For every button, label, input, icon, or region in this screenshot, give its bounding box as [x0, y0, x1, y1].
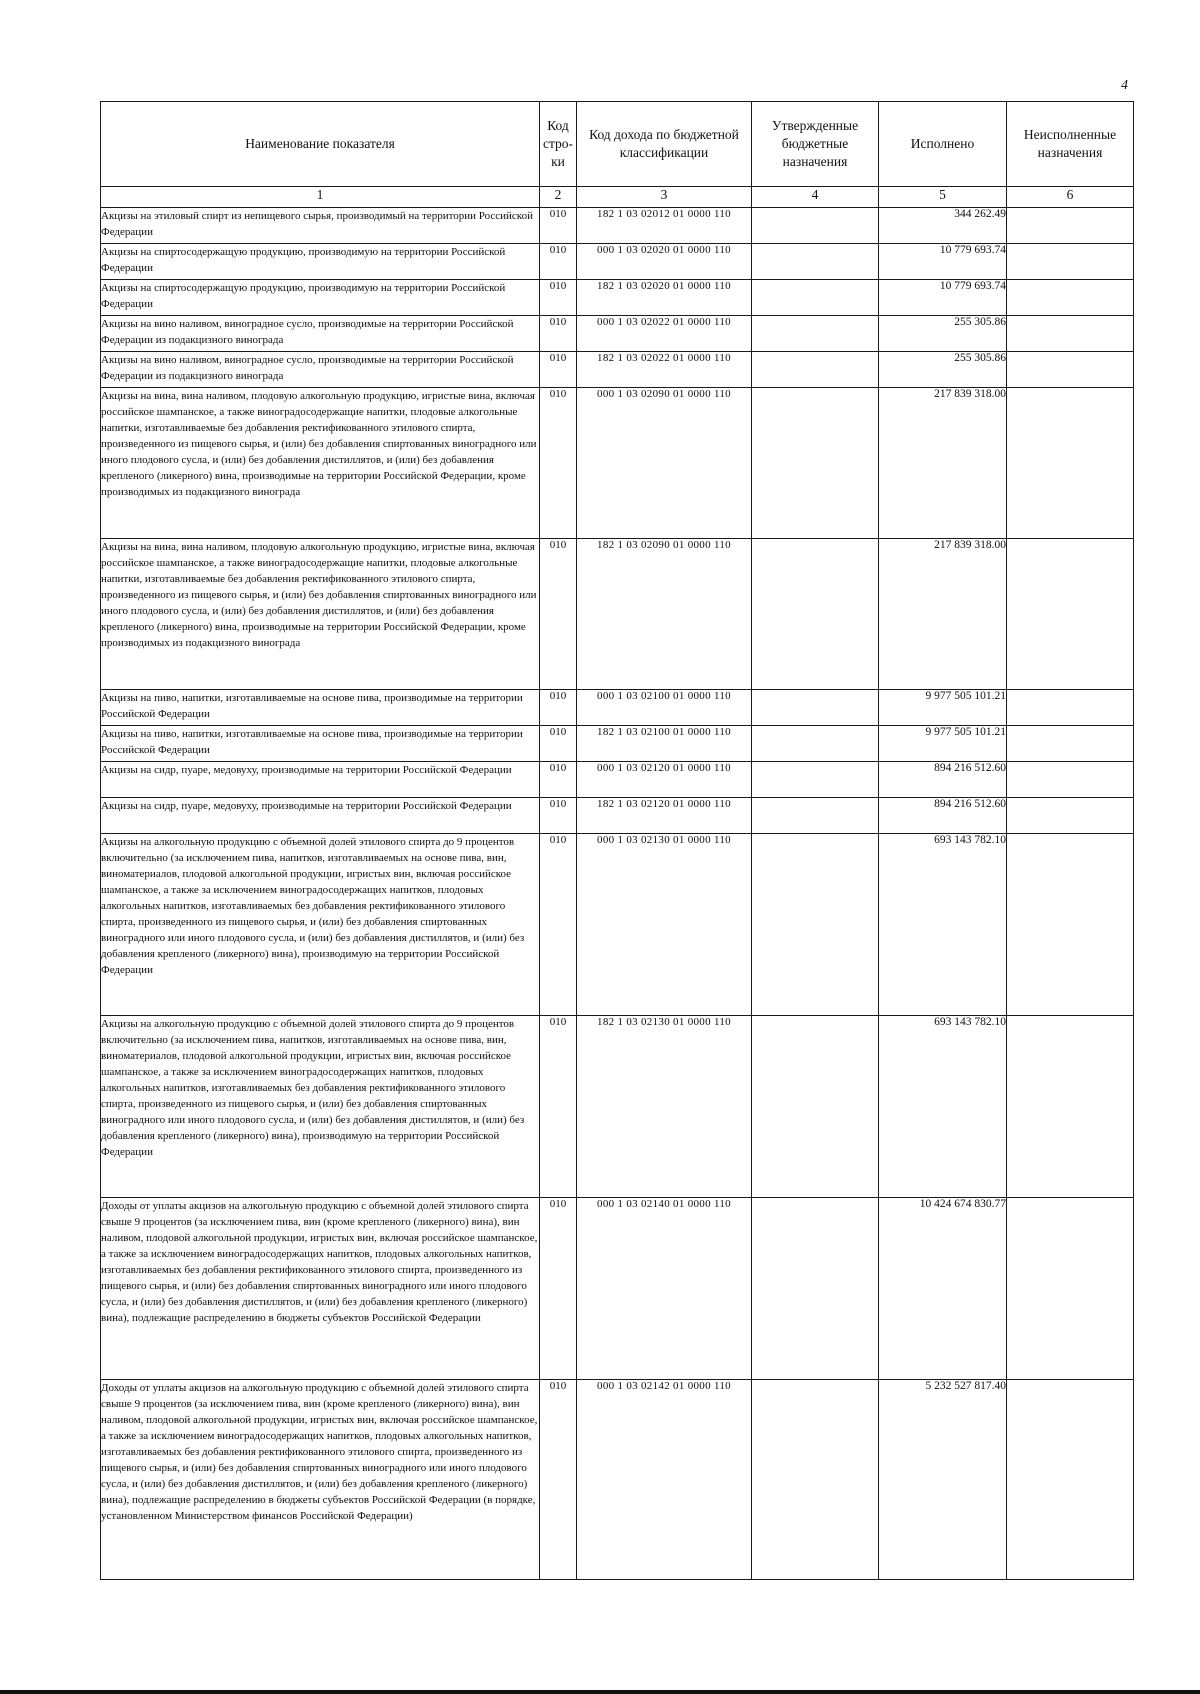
row-code: 010 [540, 798, 577, 834]
row-unexecuted [1007, 316, 1134, 352]
row-code: 010 [540, 726, 577, 762]
row-approved [752, 834, 879, 1016]
row-unexecuted [1007, 834, 1134, 1016]
row-executed: 255 305.86 [879, 352, 1007, 388]
table-row [101, 539, 1134, 690]
row-approved [752, 539, 879, 690]
row-executed: 9 977 505 101.21 [879, 726, 1007, 762]
row-unexecuted [1007, 798, 1134, 834]
row-code: 010 [540, 208, 577, 244]
row-name: Акцизы на пиво, напитки, изготавливаемые на основе пива, производимые на территории Российской Федерации [101, 726, 540, 762]
column-number: 5 [879, 187, 1007, 208]
row-name: Акцизы на вино наливом, виноградное сусло, производимые на территории Российской Федерации из подакцизного винограда [101, 316, 540, 352]
row-kbk: 000 1 03 02130 01 0000 110 [577, 834, 752, 1016]
row-kbk: 182 1 03 02012 01 0000 110 [577, 208, 752, 244]
row-code: 010 [540, 1016, 577, 1198]
row-code: 010 [540, 352, 577, 388]
row-unexecuted [1007, 539, 1134, 690]
row-kbk: 182 1 03 02020 01 0000 110 [577, 280, 752, 316]
row-executed: 217 839 318.00 [879, 388, 1007, 539]
row-kbk: 182 1 03 02090 01 0000 110 [577, 539, 752, 690]
row-approved [752, 388, 879, 539]
column-number: 2 [540, 187, 577, 208]
table-row [101, 208, 1134, 244]
row-kbk: 000 1 03 02100 01 0000 110 [577, 690, 752, 726]
table-row [101, 388, 1134, 539]
row-name: Акцизы на пиво, напитки, изготавливаемые на основе пива, производимые на территории Российской Федерации [101, 690, 540, 726]
column-number: 4 [752, 187, 879, 208]
row-name: Акцизы на вино наливом, виноградное сусло, производимые на территории Российской Федерации из подакцизного винограда [101, 352, 540, 388]
row-kbk: 000 1 03 02140 01 0000 110 [577, 1198, 752, 1380]
row-name: Акцизы на сидр, пуаре, медовуху, производимые на территории Российской Федерации [101, 798, 540, 834]
table-row [101, 244, 1134, 280]
table-row [101, 798, 1134, 834]
row-executed: 10 779 693.74 [879, 244, 1007, 280]
row-executed: 217 839 318.00 [879, 539, 1007, 690]
table-row [101, 280, 1134, 316]
row-name: Акцизы на вина, вина наливом, плодовую алкогольную продукцию, игристые вина, включая российское шампанское, а также виноградосодержащие напитки, плодовые алкогольные напитки, изготавливаемые без добавления ректификованного этилового спирта, произведенного из пищевого сырья, и (или) без добавления спиртованных виноградного или иного плодового сусла, и (или) без добавления дистиллятов, и (или) без добавления крепленого (ликерного) вина, производимые на территории Российской Федерации, кроме производимых из подакцизного винограда [101, 539, 540, 690]
row-unexecuted [1007, 1198, 1134, 1380]
header-kbk: Код дохода по бюджетной классификации [577, 102, 752, 187]
row-approved [752, 798, 879, 834]
row-executed: 10 424 674 830.77 [879, 1198, 1007, 1380]
row-code: 010 [540, 280, 577, 316]
table-row [101, 1016, 1134, 1198]
row-executed: 9 977 505 101.21 [879, 690, 1007, 726]
row-code: 010 [540, 1198, 577, 1380]
row-approved [752, 280, 879, 316]
row-kbk: 000 1 03 02142 01 0000 110 [577, 1380, 752, 1580]
report-table [100, 101, 1134, 1580]
row-approved [752, 208, 879, 244]
row-code: 010 [540, 690, 577, 726]
row-name: Доходы от уплаты акцизов на алкогольную продукцию с объемной долей этилового спирта свыше 9 процентов (за исключением пива, вин (кроме крепленого (ликерного) вина), вин наливом, плодовой алкогольной продукции, игристых вин, включая российское шампанское, а также за исключением виноградосодержащих напитков, плодовых алкогольных напитков, изготавливаемых без добавления ректификованного этилового спирта, произведенного из пищевого сырья, и (или) без добавления спиртованных виноградного или иного плодового сусла, и (или) без добавления дистиллятов, и (или) без добавления крепленого (ликерного) вина), подлежащие распределению в бюджеты субъектов Российской Федерации (в порядке, установленном Министерством финансов Российской Федерации) [101, 1380, 540, 1580]
row-unexecuted [1007, 762, 1134, 798]
row-name: Акцизы на спиртосодержащую продукцию, производимую на территории Российской Федерации [101, 244, 540, 280]
row-kbk: 182 1 03 02022 01 0000 110 [577, 352, 752, 388]
row-code: 010 [540, 762, 577, 798]
table-row [101, 762, 1134, 798]
header-unexecuted: Неисполненные назначения [1007, 102, 1134, 187]
row-kbk: 182 1 03 02130 01 0000 110 [577, 1016, 752, 1198]
row-name: Акцизы на этиловый спирт из непищевого сырья, производимый на территории Российской Федерации [101, 208, 540, 244]
row-name: Акцизы на алкогольную продукцию с объемной долей этилового спирта до 9 процентов включительно (за исключением пива, напитков, изготавливаемых на основе пива, вин, виноматериалов, плодовой алкогольной продукции, игристых вин, включая российское шампанское, а также за исключением виноградосодержащих напитков, плодовых алкогольных напитков, изготавливаемых без добавления ректификованного этилового спирта, произведенного из пищевого сырья, и (или) без добавления спиртованных виноградного или иного плодового сусла, и (или) без добавления дистиллятов, и (или) без добавления крепленого (ликерного) вина), производимую на территории Российской Федерации [101, 1016, 540, 1198]
row-unexecuted [1007, 1016, 1134, 1198]
row-approved [752, 1016, 879, 1198]
row-name: Акцизы на алкогольную продукцию с объемной долей этилового спирта до 9 процентов включительно (за исключением пива, напитков, изготавливаемых на основе пива, вин, виноматериалов, плодовой алкогольной продукции, игристых вин, включая российское шампанское, а также за исключением виноградосодержащих напитков, плодовых алкогольных напитков, изготавливаемых без добавления ректификованного этилового спирта, произведенного из пищевого сырья, и (или) без добавления спиртованных виноградного или иного плодового сусла, и (или) без добавления дистиллятов, и (или) без добавления крепленого (ликерного) вина), производимую на территории Российской Федерации [101, 834, 540, 1016]
row-approved [752, 762, 879, 798]
column-number-row [101, 187, 1134, 208]
table-row [101, 316, 1134, 352]
row-executed: 894 216 512.60 [879, 798, 1007, 834]
header-approved: Утвержденные бюджетные назначения [752, 102, 879, 187]
row-code: 010 [540, 1380, 577, 1580]
report-body [101, 208, 1134, 1580]
header-executed: Исполнено [879, 102, 1007, 187]
column-number: 6 [1007, 187, 1134, 208]
row-unexecuted [1007, 280, 1134, 316]
row-name: Акцизы на сидр, пуаре, медовуху, производимые на территории Российской Федерации [101, 762, 540, 798]
row-code: 010 [540, 316, 577, 352]
row-unexecuted [1007, 690, 1134, 726]
row-kbk: 000 1 03 02020 01 0000 110 [577, 244, 752, 280]
row-executed: 344 262.49 [879, 208, 1007, 244]
row-kbk: 000 1 03 02120 01 0000 110 [577, 762, 752, 798]
row-unexecuted [1007, 352, 1134, 388]
row-unexecuted [1007, 244, 1134, 280]
row-executed: 255 305.86 [879, 316, 1007, 352]
row-approved [752, 244, 879, 280]
row-kbk: 000 1 03 02090 01 0000 110 [577, 388, 752, 539]
table-row [101, 834, 1134, 1016]
scan-bottom-edge [0, 1690, 1200, 1694]
table-row [101, 690, 1134, 726]
row-approved [752, 1198, 879, 1380]
row-unexecuted [1007, 208, 1134, 244]
row-approved [752, 352, 879, 388]
header-name: Наименование показателя [101, 102, 540, 187]
row-executed: 693 143 782.10 [879, 1016, 1007, 1198]
row-approved [752, 1380, 879, 1580]
page-number: 4 [1121, 78, 1128, 93]
row-unexecuted [1007, 1380, 1134, 1580]
row-unexecuted [1007, 726, 1134, 762]
row-code: 010 [540, 539, 577, 690]
table-row [101, 1198, 1134, 1380]
header-code: Код стро- ки [540, 102, 577, 187]
table-header-row [101, 102, 1134, 187]
row-code: 010 [540, 834, 577, 1016]
row-approved [752, 316, 879, 352]
row-executed: 894 216 512.60 [879, 762, 1007, 798]
row-name: Акцизы на вина, вина наливом, плодовую алкогольную продукцию, игристые вина, включая российское шампанское, а также виноградосодержащие напитки, плодовые алкогольные напитки, изготавливаемые без добавления ректификованного этилового спирта, произведенного из пищевого сырья, и (или) без добавления спиртованных виноградного или иного плодового сусла, и (или) без добавления дистиллятов, и (или) без добавления крепленого (ликерного) вина, производимые на территории Российской Федерации, кроме производимых из подакцизного винограда [101, 388, 540, 539]
row-kbk: 182 1 03 02120 01 0000 110 [577, 798, 752, 834]
table-row [101, 726, 1134, 762]
row-kbk: 182 1 03 02100 01 0000 110 [577, 726, 752, 762]
row-name: Акцизы на спиртосодержащую продукцию, производимую на территории Российской Федерации [101, 280, 540, 316]
row-unexecuted [1007, 388, 1134, 539]
table-row [101, 1380, 1134, 1580]
row-name: Доходы от уплаты акцизов на алкогольную продукцию с объемной долей этилового спирта свыше 9 процентов (за исключением пива, вин (кроме крепленого (ликерного) вина), вин наливом, плодовой алкогольной продукции, игристых вин, включая российское шампанское, а также за исключением виноградосодержащих напитков, плодовых алкогольных напитков, изготавливаемых без добавления ректификованного этилового спирта, произведенного из пищевого сырья, и (или) без добавления спиртованных виноградного или иного плодового сусла, и (или) без добавления дистиллятов, и (или) без добавления крепленого (ликерного) вина), подлежащие распределению в бюджеты субъектов Российской Федерации [101, 1198, 540, 1380]
row-kbk: 000 1 03 02022 01 0000 110 [577, 316, 752, 352]
row-code: 010 [540, 244, 577, 280]
row-executed: 693 143 782.10 [879, 834, 1007, 1016]
row-executed: 5 232 527 817.40 [879, 1380, 1007, 1580]
row-approved [752, 690, 879, 726]
row-executed: 10 779 693.74 [879, 280, 1007, 316]
row-approved [752, 726, 879, 762]
column-number: 3 [577, 187, 752, 208]
column-number: 1 [101, 187, 540, 208]
row-code: 010 [540, 388, 577, 539]
table-row [101, 352, 1134, 388]
